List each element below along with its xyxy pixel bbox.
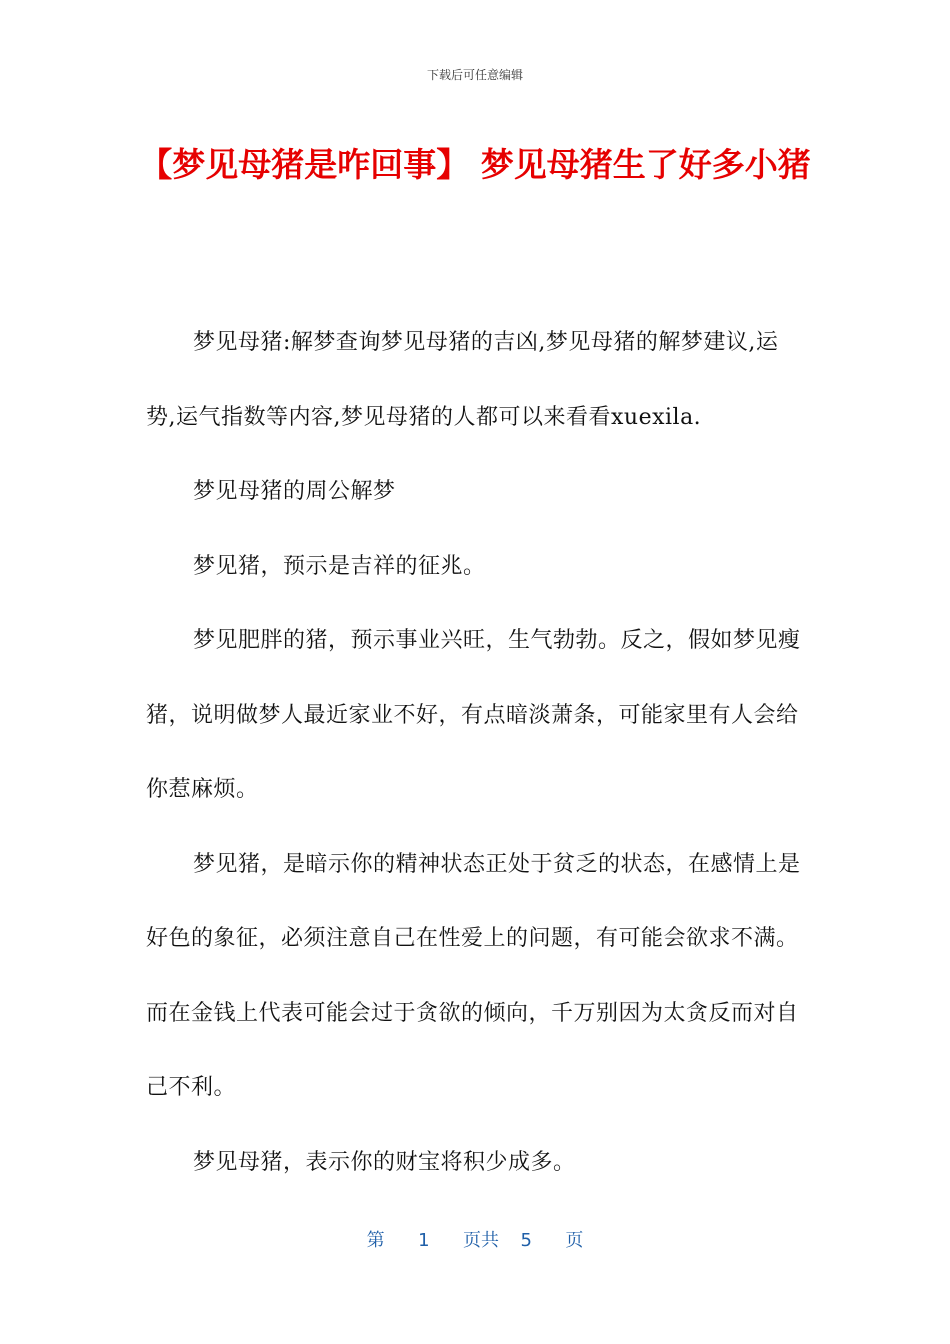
paragraph: 梦见母猪，表示你的财宝将积少成多。 xyxy=(193,1149,576,1175)
document-title: 【梦见母猪是咋回事】 梦见母猪生了好多小猪 xyxy=(139,145,811,184)
footer-prefix: 第 xyxy=(366,1230,385,1251)
document-body xyxy=(146,306,806,1200)
page-footer xyxy=(0,1226,950,1252)
paragraph: 梦见肥胖的猪，预示事业兴旺，生气勃勃。反之，假如梦见瘦猪，说明做梦人最近家业不好，有点暗淡萧条，可能家里有人会给你惹麻烦。 xyxy=(146,628,801,802)
header-note: 下载后可任意编辑 xyxy=(426,68,523,82)
paragraph: 梦见猪，预示是吉祥的征兆。 xyxy=(193,553,486,579)
paragraph-intro: 梦见母猪:解梦查询梦见母猪的吉凶,梦见母猪的解梦建议,运势,运气指数等内容,梦见母猪的人都可以来看看xuexila. xyxy=(146,330,779,430)
current-page-number: 1 xyxy=(418,1230,430,1251)
footer-middle: 页共 xyxy=(463,1230,499,1251)
paragraph-heading: 梦见母猪的周公解梦 xyxy=(193,479,396,504)
footer-suffix: 页 xyxy=(565,1230,584,1251)
paragraph: 梦见猪，是暗示你的精神状态正处于贫乏的状态，在感情上是好色的象征，必须注意自己在性爱上的问题，有可能会欲求不满。而在金钱上代表可能会过于贪欲的倾向，千万别因为太贪反而对自己不利。 xyxy=(146,851,801,1100)
total-pages-number: 5 xyxy=(520,1230,532,1251)
